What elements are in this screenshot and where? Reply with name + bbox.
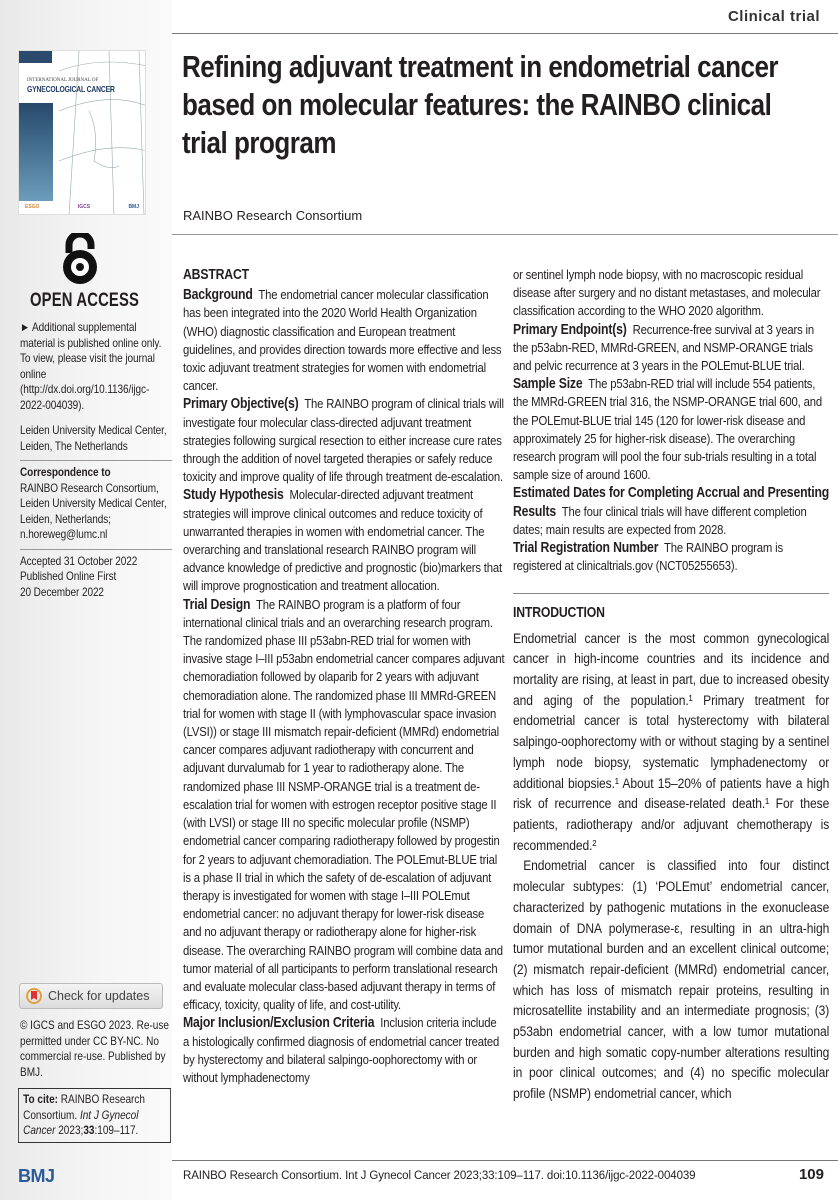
supplemental-note: ► Additional supplemental material is published online only. To view, please visit the journal online (http://dx.doi.org/10.1136/ijgc-2022-004039). [20, 320, 162, 412]
published-date: 20 December 2022 [20, 584, 104, 599]
section-heading: Major Inclusion/Exclusion Criteria [183, 1015, 375, 1032]
abstract-section [183, 286, 505, 395]
abstract-section [513, 266, 829, 321]
divider [20, 460, 172, 461]
section-text: The RAINBO program of clinical trials will investigate four molecular class-directed adjuvant treatment strategies following surgical resection to either increase cure rates through the addition of novel targeted therapies or safely reduce toxicity and improve quality of life through treatment de-escalation. [183, 396, 504, 485]
abstract-section [513, 375, 829, 484]
divider [513, 593, 829, 594]
abstract-section [183, 486, 505, 595]
section-heading: Estimated Dates for Completing Accrual and Presenting Results [513, 485, 830, 520]
section-heading: Sample Size [513, 376, 583, 393]
section-heading: Trial Registration Number [513, 540, 659, 557]
cite-volume: 33 [83, 1123, 95, 1137]
section-text: or sentinel lymph node biopsy, with no macroscopic residual disease after surgery and no distant metastases, and molecular classification according to the WHO 2020 algorithm. [513, 267, 821, 319]
published-label: Published Online First [20, 569, 117, 583]
abstract-section [183, 395, 505, 486]
section-heading: Primary Endpoint(s) [513, 321, 627, 338]
bmj-logo: BMJ [128, 204, 139, 210]
open-access-label: OPEN ACCESS [30, 290, 140, 311]
header-rule [172, 33, 838, 34]
section-text: Molecular-directed adjuvant treatment strategies will improve clinical outcomes and reduce toxicity of unwarranted therapies in women with endometrial cancer. The overarching and translational research RAINBO program will advance knowledge of predictive and prognostic (bio)markers that will improve prognostication and treatment allocation. [183, 487, 502, 594]
abstract-section [513, 321, 829, 376]
page-number: 109 [798, 1166, 824, 1183]
section-text: Inclusion criteria include a histologically confirmed diagnosis of endometrial cancer treated by hysterectomy and bilateral salpingo-oophorectomy with or without lymphadenectomy [183, 1015, 500, 1085]
abstract-heading: ABSTRACT [183, 267, 249, 283]
divider [172, 234, 838, 235]
accepted-date: Accepted 31 October 2022 [20, 553, 138, 568]
check-for-updates-label: Check for updates [48, 989, 150, 1003]
introduction-paragraph: Endometrial cancer is classified into four distinct molecular subtypes: (1) ‘POLEmut’ endometrial cancer, characterized by pathogenic mutations in the exonuclease domain of DNA polymerase-ε, resulting in an ultra-high tumor mutational burden and an excellent clinical outcome; (2) mismatch repair-deficient (MMRd) endometrial cancer, which has loss of mismatch repair proteins, resulting in microsatellite instability and an intermediate prognosis; (3) p53abn endometrial cancer, with a low tumor mutational burden and high somatic copy-number alterations resulting in poor clinical outcomes; and (4) no specific molecular profile (NSMP) endometrial cancer, which [513, 858, 830, 1103]
cite-journal: Int J Gynecol Cancer [23, 1107, 139, 1137]
section-label: Clinical trial [727, 8, 820, 25]
section-heading: Study Hypothesis [183, 487, 284, 504]
cover-journal-big: GYNECOLOGICAL CANCER [27, 84, 115, 94]
open-access-icon [57, 233, 103, 285]
footer-rule [172, 1160, 838, 1161]
introduction [513, 604, 829, 1104]
igcs-logo: IGCS [77, 204, 91, 210]
bookmark-icon [26, 988, 42, 1004]
section-text: The p53abn-RED trial will include 554 patients, the MMRd-GREEN trial 316, the NSMP-ORANGE trial 600, and the POLEmut-BLUE trial 145 (120 for lower-risk disease and approximately 25 for higher-risk disease). The overarching research program will pool the four sub-trials resulting in a total sample size of around 1600. [513, 376, 822, 483]
section-text: The RAINBO program is a platform of four international clinical trials and an overarching research program. The randomized phase III p53abn-RED trial for women with invasive stage I–III p53abn endometrial cancer compares adjuvant chemoradiation followed by olaparib for 2 years with adjuvant chemoradiation alone. The randomized phase III MMRd-GREEN trial for women with stage II (with lymphovascular space invasion (LVSI)) or stage III mismatch repair-deficient (MMRd) endometrial cancer compares adjuvant radiotherapy with concurrent and adjuvant durvalumab for 1 year to radiotherapy alone. The randomized phase III NSMP-ORANGE trial is a treatment de-escalation trial for women with estrogen receptor positive stage II (with LVSI) or stage III no specific molecular profile (NSMP) endometrial cancer comparing radiotherapy followed by progestin for 2 years to adjuvant chemoradiation. The POLEmut-BLUE trial is a phase II trial in which the safety of de-escalation of adjuvant therapy is investigated for women with stage I–III POLEmut endometrial cancer: no adjuvant therapy for lower-risk disease and no adjuvant therapy or radiotherapy alone for higher-risk disease. The overarching RAINBO program will combine data and tumor material of all participants to perform translational research and evaluate molecular class-based adjuvant therapy in terms of efficacy, toxicity, quality of life, and cost-utility. [183, 596, 505, 1013]
section-heading: Trial Design [183, 596, 251, 613]
divider [20, 549, 172, 550]
introduction-paragraph: Endometrial cancer is the most common gynecological cancer in high-income countries and its incidence and mortality are rising, at least in part, due to increased obesity and aging of the population.¹ Primary treatment for endometrial cancer is total hysterectomy with bilateral salpingo-oophorectomy with or without staging by a sentinel lymph node biopsy, systematic lymphadenectomy or additional biopsies.¹ About 15–20% of patients have a high risk of recurrence and disease-related death.¹ For these patients, radiotherapy and/or adjuvant chemotherapy is recommended.² [513, 630, 830, 854]
correspondence: RAINBO Research Consortium, Leiden University Medical Center, Leiden, Netherlands; n.horeweg@lumc.nl [20, 480, 167, 541]
section-text: The RAINBO program is registered at clinicaltrials.gov (NCT05255653). [513, 540, 783, 574]
check-for-updates-button[interactable] [19, 983, 163, 1009]
journal-cover [18, 50, 146, 215]
bmj-logo: BMJ [18, 1166, 55, 1186]
cover-toc [19, 103, 53, 201]
affiliation: Leiden University Medical Center, Leiden, The Netherlands [20, 423, 167, 453]
cite-heading: To cite: [23, 1092, 59, 1106]
cite-box [18, 1088, 171, 1143]
cite-pages: :109–117. [94, 1123, 139, 1137]
abstract-section [183, 596, 505, 1015]
authors: RAINBO Research Consortium [183, 208, 363, 223]
section-heading: Background [183, 287, 253, 304]
section-text: Recurrence-free survival at 3 years in the p53abn-RED, MMRd-GREEN, and NSMP-ORANGE trials and pelvic recurrence at 3 years in the POLEmut-BLUE trial. [513, 321, 814, 374]
cite-year: 2023; [58, 1123, 84, 1137]
section-heading: Primary Objective(s) [183, 396, 299, 413]
section-text: The four clinical trials will have different completion dates; main results are expected from 2028. [513, 503, 807, 537]
abstract-section [513, 484, 829, 539]
abstract-column-2 [513, 266, 829, 1105]
cite-authors: RAINBO Research Consortium. [23, 1092, 145, 1122]
footer-citation: RAINBO Research Consortium. Int J Gynecol Cancer 2023;33:109–117. doi:10.1136/ijgc-2022-004039 [183, 1170, 696, 1182]
esgo-logo: ESGO [25, 204, 40, 210]
introduction-heading: INTRODUCTION [513, 605, 605, 622]
cover-journal-small: INTERNATIONAL JOURNAL OF [27, 78, 99, 83]
copyright: © IGCS and ESGO 2023. Re-use permitted under CC BY-NC. No commercial re-use. Published by BMJ. [20, 1018, 169, 1079]
article-title: Refining adjuvant treatment in endometrial cancer based on molecular features: the RAINBO clinical trial program [182, 49, 779, 160]
section-text: The endometrial cancer molecular classification has been integrated into the 2020 World Health Organization (WHO) diagnostic classification and European treatment guidelines, and provides direction towards more effective and less toxic adjuvant treatment strategies for women with endometrial cancer. [183, 287, 502, 394]
abstract-section [183, 1014, 505, 1087]
abstract-section [513, 539, 829, 575]
sidebar-notes [20, 320, 170, 600]
abstract-column-1 [183, 266, 505, 1087]
correspondence-heading: Correspondence to [20, 465, 111, 479]
